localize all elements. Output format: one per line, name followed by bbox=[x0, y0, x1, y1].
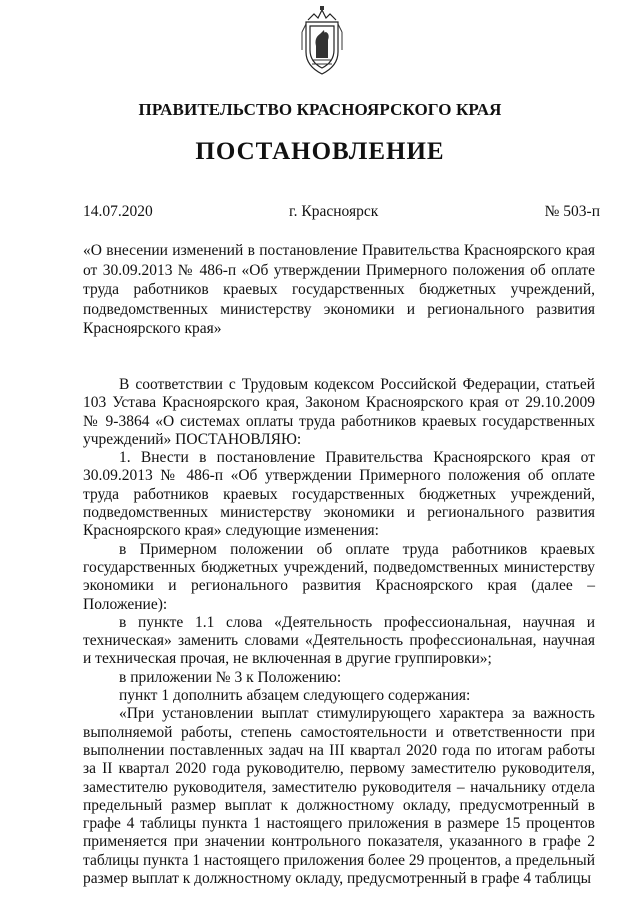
paragraph: в Примерном положении об оплате труда работников краевых государственных бюджетных учреждений, подведомственных министерству экономики и регионального развития Красноярского края (далее – Положение): bbox=[83, 540, 595, 613]
document-city: г. Красноярск bbox=[289, 203, 379, 220]
document-type: ПОСТАНОВЛЕНИЕ bbox=[195, 138, 445, 165]
paragraph: в пункте 1.1 слова «Деятельность профессиональная, научная и техническая» заменить словами «Деятельность профессиональная, научная и техническая прочая, не включенная в другие группировки»; bbox=[83, 613, 595, 668]
coat-of-arms-icon bbox=[298, 2, 346, 80]
paragraph: В соответствии с Трудовым кодексом Российской Федерации, статьей 103 Устава Красноярского края, Законом Красноярского края от 29.10.2009 № 9-3864 «О системах оплаты труда работников краевых государственных учреждений» ПОСТАНОВЛЯЮ: bbox=[83, 376, 595, 448]
paragraph: пункт 1 дополнить абзацем следующего содержания: bbox=[119, 687, 471, 705]
paragraph: в приложении № 3 к Положению: bbox=[119, 668, 342, 686]
document-number: № 503-п bbox=[544, 203, 600, 220]
paragraph: 1. Внести в постановление Правительства Красноярского края от 30.09.2013 № 486-п «Об утверждении Примерного положения об оплате труда работников краевых государственных бюджетных учреждений, подведомственных министерству экономики и регионального развития Красноярского края» следующие изменения: bbox=[83, 449, 595, 540]
document-body bbox=[83, 376, 595, 888]
document-date: 14.07.2020 bbox=[83, 203, 153, 220]
government-name: ПРАВИТЕЛЬСТВО КРАСНОЯРСКОГО КРАЯ bbox=[138, 100, 502, 119]
paragraph: «При установлении выплат стимулирующего характера за важность выполняемой работы, степень самостоятельности и ответственности при выполнении поставленных задач на III квартал 2020 года по итогам работы за II квартал 2020 года руководителю, первому заместителю руководителя, заместителю руководителя, заместителю руководителя – начальнику отдела предельный размер выплат к должностному окладу, предусмотренный в графе 4 таблицы пункта 1 настоящего приложения в размере 15 процентов применяется при значении контрольного показателя, указанного в графе 2 таблицы пункта 1 настоящего приложения более 29 процентов, а предельный размер выплат к должностному окладу, предусмотренный в графе 4 таблицы bbox=[83, 705, 595, 888]
document-subject: «О внесении изменений в постановление Правительства Красноярского края от 30.09.2013 № 486-п «Об утверждении Примерного положения об оплате труда работников краевых государственных бюджетных учреждений, подведомственных министерству экономики и регионального развития Красноярского края» bbox=[83, 242, 595, 337]
